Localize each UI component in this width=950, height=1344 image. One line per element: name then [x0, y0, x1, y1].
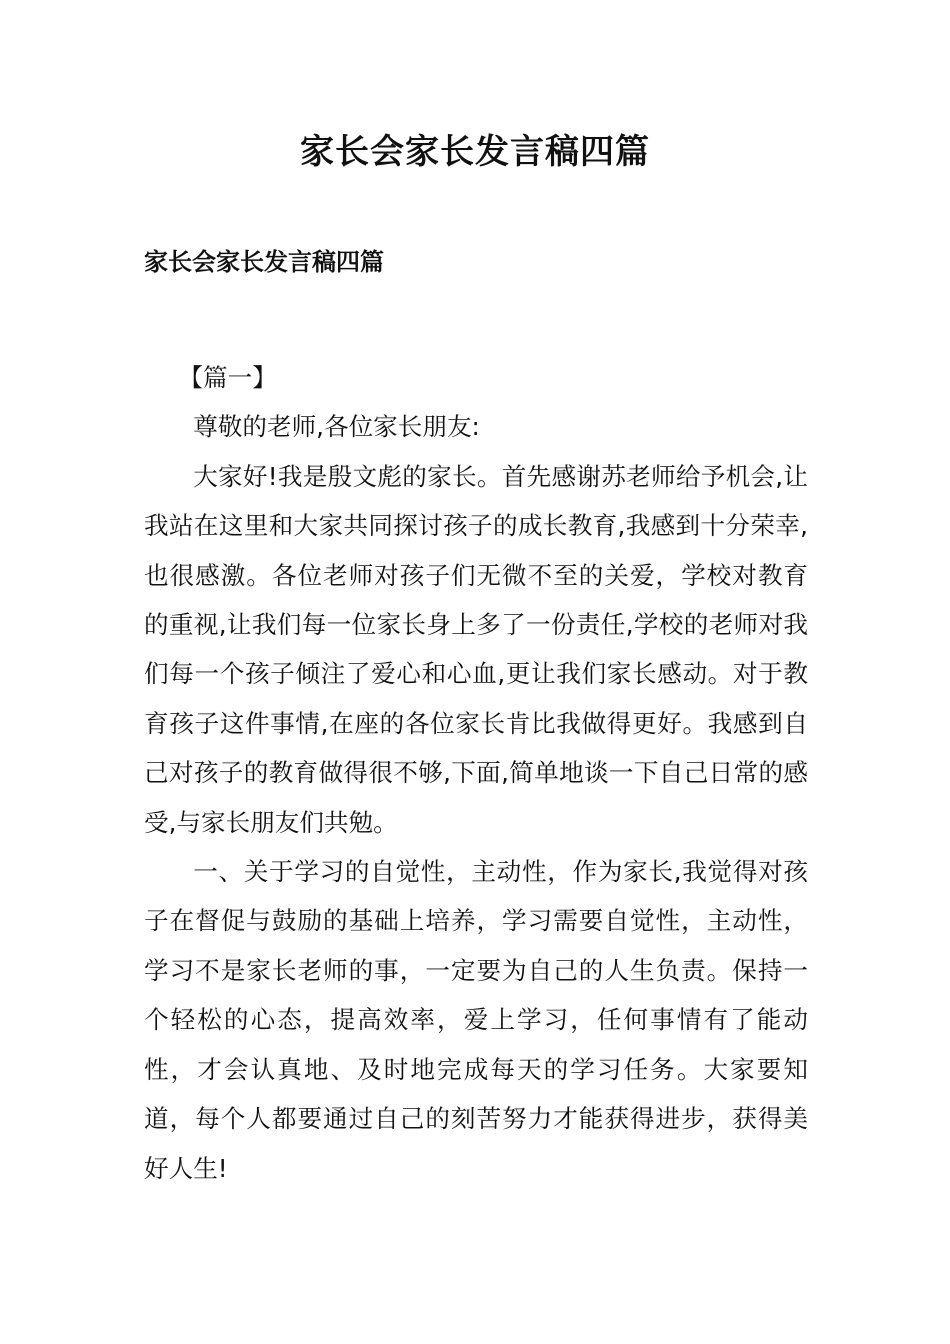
salutation: 尊敬的老师,各位家长朋友:: [193, 412, 480, 442]
document-title: 家长会家长发言稿四篇: [300, 132, 650, 172]
document-body: [144, 353, 808, 1193]
section-label: 【篇一】: [178, 363, 277, 392]
document-subtitle: 家长会家长发言稿四篇: [144, 248, 384, 276]
paragraph-1: 大家好!我是殷文彪的家长。首先感谢苏老师给予机会,让我站在这里和大家共同探讨孩子的成长教育,我感到十分荣幸,也很感激。各位老师对孩子们无微不至的关爱，学校对教育的重视,让我们每一位家长身上多了一份责任,学校的老师对我们每一个孩子倾注了爱心和心血,更让我们家长感动。对于教育孩子这件事情,在座的各位家长肯比我做得更好。我感到自己对孩子的教育做得很不够,下面,简单地谈一下自己日常的感受,与家长朋友们共勉。: [144, 461, 808, 837]
paragraph-2: 一、关于学习的自觉性，主动性，作为家长,我觉得对孩子在督促与鼓励的基础上培养，学习需要自觉性，主动性，学习不是家长老师的事，一定要为自己的人生负责。保持一个轻松的心态，提高效率，爱上学习，任何事情有了能动性，才会认真地、及时地完成每天的学习任务。大家要知道，每个人都要通过自己的刻苦努力才能获得进步，获得美好人生!: [144, 857, 808, 1183]
